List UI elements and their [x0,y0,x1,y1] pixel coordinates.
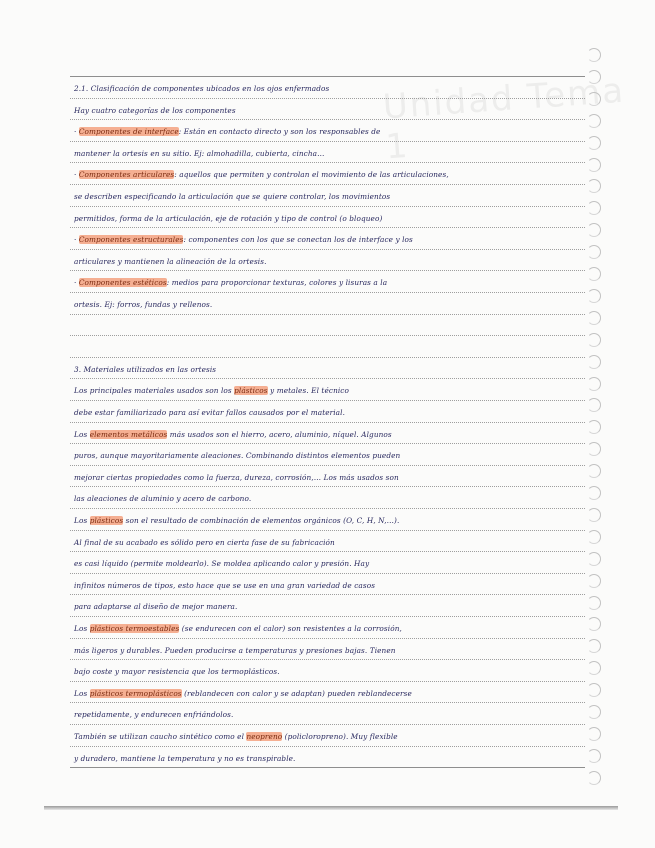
note-line [74,451,400,460]
ruled-line [70,702,585,703]
note-text: debe estar familiarizado para así evitar fallos causados por el material. [74,408,345,417]
note-line [74,624,402,633]
note-text: puros, aunque mayoritariamente aleaciones. Combinando distintos elementos pueden [74,451,401,461]
binder-hole [587,114,601,128]
note-line [74,170,449,179]
binder-hole [587,245,601,259]
note-line [74,516,399,525]
note-line [74,257,267,266]
binder-hole [587,508,601,522]
binder-hole [587,398,601,412]
binder-hole [587,333,601,347]
note-text: También se utilizan caucho sintético como el [74,732,247,741]
ruled-line [70,465,585,466]
note-text: · [74,235,79,245]
binder-hole [587,48,601,62]
note-line [74,689,412,698]
highlighted-term: Componentes estructurales [78,235,184,245]
ruled-line [70,270,585,271]
ruled-line [70,314,585,315]
binder-hole [587,420,601,434]
ruled-line [70,551,585,552]
binder-hole [587,377,601,391]
binder-hole [587,639,601,653]
note-text: las aleaciones de aluminio y acero de carbono. [74,494,252,504]
note-text: ortesis. Ej: forros, fundas y rellenos. [74,300,213,309]
note-text: 3. Materiales utilizados en las ortesis [74,364,217,374]
note-line [74,754,295,763]
note-text: repetidamente, y endurecen enfriándolos. [74,710,234,720]
note-line [74,149,325,158]
ruled-line [70,335,585,336]
note-text: Los [74,688,90,698]
ruled-line [70,681,585,682]
ruled-line [70,292,585,293]
note-line [74,300,212,309]
note-line [74,106,236,115]
highlighted-term: Componentes articulares [78,170,175,180]
note-line [74,278,387,287]
highlighted-term: plásticos [234,386,268,396]
note-line [74,538,335,547]
ruled-line [70,98,585,99]
note-text: (reblandecen con calor y se adaptan) pueden reblandecerse [181,688,412,698]
ruled-line [70,443,585,444]
note-text: Los principales materiales usados son los [74,386,235,396]
ruled-line [70,594,585,595]
note-text: y metales. El técnico [267,386,349,396]
binder-hole [587,223,601,237]
ruled-line [70,746,585,747]
ruled-line [70,573,585,574]
binder-hole [587,267,601,281]
note-line [74,732,398,741]
note-line [74,408,345,417]
ruled-line [70,659,585,660]
highlighted-term: neopreno [246,732,283,741]
ruled-line [70,357,585,358]
ruled-line [70,227,585,228]
ruled-line [70,422,585,423]
note-line [74,365,216,374]
binder-hole [587,70,601,84]
note-line [74,235,413,244]
binder-hole [587,749,601,763]
ruled-line [70,119,585,120]
note-line [74,602,237,611]
note-line [74,127,380,136]
ruled-line [70,162,585,163]
note-text: Los [74,429,90,439]
note-line [74,192,390,201]
binder-hole [587,705,601,719]
note-line [74,646,396,655]
page-edge-shadow [44,806,618,810]
binder-hole [587,311,601,325]
binder-hole [587,617,601,631]
ruled-line [70,206,585,207]
note-line [74,667,280,676]
highlighted-term: elementos metálicos [89,429,168,439]
binder-hole [587,355,601,369]
binder-hole [587,464,601,478]
binder-hole [587,136,601,150]
binder-hole [587,771,601,785]
highlighted-term: plásticos termoplásticos [89,688,182,698]
note-text: más usados son el hierro, acero, aluminio, níquel. Algunos [167,429,392,439]
note-text: infinitos números de tipos, esto hace que se use en una gran variedad de casos [74,580,376,590]
note-text: 2.1. Clasificación de componentes ubicados en los ojos enfermados [74,84,330,93]
ruled-line [70,724,585,725]
note-line [74,581,375,590]
ruled-line [70,184,585,185]
highlighted-term: Componentes estéticos [78,278,167,288]
note-text: son el resultado de combinación de elementos orgánicos (O, C, H, N,…). [123,516,400,525]
note-text: : componentes con los que se conectan los de interface y los [183,235,413,245]
ruled-line [70,616,585,617]
note-text: : medios para proporcionar texturas, colores y lisuras a la [166,278,388,288]
note-line [74,386,349,395]
note-text: mejorar ciertas propiedades como la fuerza, dureza, corrosión,… Los más usados son [74,472,399,482]
note-line [74,214,382,223]
ruled-line [70,508,585,509]
note-text: · [74,170,79,180]
ruled-line [70,767,585,768]
note-text: Al final de su acabado es sólido pero en cierta fase de su fabricación [74,537,335,547]
ruled-line [70,249,585,250]
binder-hole [587,574,601,588]
note-text: · [74,127,79,137]
watermark: Unidad Tema 1 [381,70,627,168]
binder-hole [587,530,601,544]
note-text: para adaptarse al diseño de mejor manera. [74,602,238,612]
note-text: Los [74,624,90,633]
highlighted-term: plásticos termoestables [89,624,180,633]
note-line [74,84,329,93]
binder-hole [587,442,601,456]
note-text: y duradero, mantiene la temperatura y no es transpirable. [74,753,296,763]
note-text: : aquellos que permiten y controlan el movimiento de las articulaciones, [174,170,449,180]
binder-hole [587,289,601,303]
note-text: Los [74,516,90,525]
note-text: · [74,278,79,288]
note-text: más ligeros y durables. Pueden producirse a temperaturas y presiones bajas. Tienen [74,645,396,655]
ruled-line [70,638,585,639]
binder-hole [587,552,601,566]
ruled-line [70,378,585,379]
binder-hole [587,596,601,610]
note-text: Hay cuatro categorías de los componentes [74,105,236,115]
binder-hole [587,486,601,500]
binder-hole [587,727,601,741]
note-line [74,430,392,439]
note-text: permitidos, forma de la articulación, eje de rotación y tipo de control (o bloqueo) [74,213,383,223]
binder-hole [587,158,601,172]
note-line [74,494,251,503]
ruled-line [70,76,585,77]
note-text: mantener la ortesis en su sitio. Ej: almohadilla, cubierta, cincha… [74,148,325,158]
binder-hole [587,179,601,193]
note-line [74,710,233,719]
note-text: bajo coste y mayor resistencia que los termoplásticos. [74,667,280,677]
note-text: : Están en contacto directo y son los responsables de [178,127,381,137]
ruled-line [70,141,585,142]
note-text: articulares y mantienen la alineación de la ortesis. [74,256,267,266]
note-text: (policloropreno). Muy flexible [282,732,398,741]
binder-hole [587,683,601,697]
ruled-line [70,530,585,531]
note-text: se describen especificando la articulación que se quiere controlar, los movimientos [74,192,391,201]
binder-hole [587,661,601,675]
highlighted-term: Componentes de interface [78,127,179,137]
ruled-line [70,486,585,487]
note-text: es casi líquido (permite moldearlo). Se moldea aplicando calor y presión. Hay [74,559,370,569]
binder-hole [587,201,601,215]
note-line [74,473,399,482]
note-line [74,559,369,568]
binder-hole [587,92,601,106]
ruled-line [70,400,585,401]
highlighted-term: plásticos [89,516,124,525]
note-text: (se endurecen con el calor) son resistentes a la corrosión, [179,624,402,633]
